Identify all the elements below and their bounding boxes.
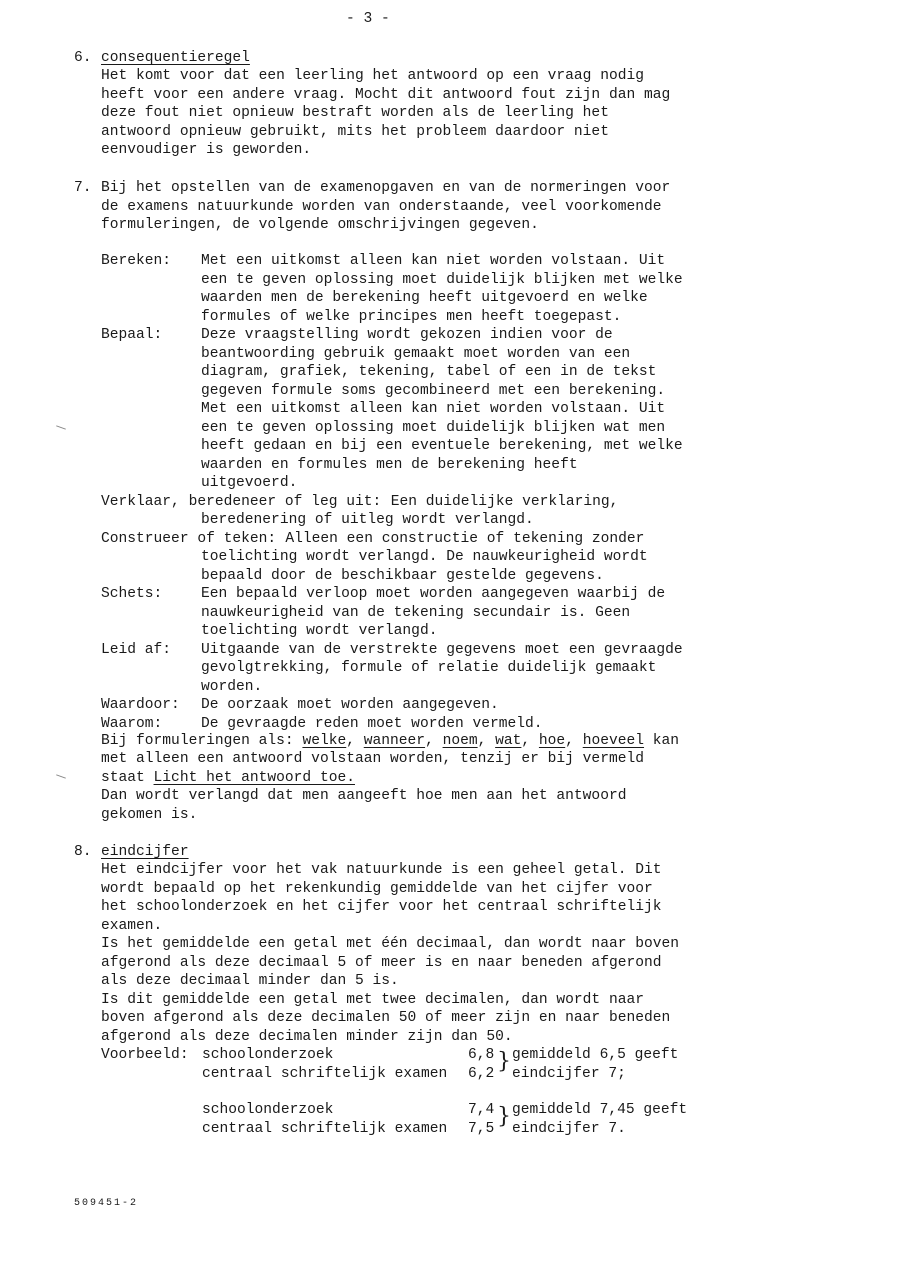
term-definition-line: toelichting wordt verlangd. De nauwkeurigheid wordt	[201, 549, 648, 565]
term-definition-line: beantwoording gebruik gemaakt moet worden van een	[201, 345, 631, 362]
term-definition-line: heeft gedaan en bij een eventuele berekening, met welke	[201, 438, 683, 454]
keyword: hoeveel	[582, 733, 645, 749]
keyword-separator: ,	[565, 733, 583, 749]
keyword-separator: ,	[425, 733, 443, 749]
term-definition-line: Een duidelijke verklaring,	[390, 493, 619, 510]
s7-intro-line: formuleringen, de volgende omschrijvingen gegeven.	[101, 217, 539, 233]
term-definition-line: waarden men de berekening heeft uitgevoerd en welke	[201, 290, 648, 306]
term-label: Bereken:	[101, 253, 172, 269]
brace-icon: }	[497, 1049, 511, 1074]
s8-title: eindcijfer	[101, 844, 189, 860]
keyword-separator: ,	[346, 733, 364, 749]
example-result-line: gemiddeld 7,45 geeft	[512, 1102, 688, 1118]
s6-line: heeft voor een andere vraag. Mocht dit antwoord fout zijn dan mag	[101, 86, 671, 103]
s6-line: eenvoudiger is geworden.	[101, 142, 312, 158]
s8-line: examen.	[101, 917, 163, 934]
example-label: Voorbeeld:	[101, 1047, 189, 1063]
term-definition-line: een te geven oplossing moet duidelijk blijken wat men	[201, 419, 666, 436]
term-label: Schets:	[101, 586, 163, 602]
formuleringen-suffix: kan	[644, 733, 680, 749]
term-definition-line: Met een uitkomst alleen kan niet worden volstaan. Uit	[201, 253, 666, 269]
term-label: Waarom:	[101, 715, 163, 732]
term-definition-line: formules of welke principes men heeft toegepast.	[201, 308, 622, 325]
s6-number: 6.	[74, 50, 92, 66]
term-definition-line: De oorzaak moet worden aangegeven.	[201, 697, 499, 713]
s8-line: Is het gemiddelde een getal met één decimaal, dan wordt naar boven	[101, 936, 680, 952]
term-definition-line: Met een uitkomst alleen kan niet worden volstaan. Uit	[201, 401, 666, 417]
footer-code: 509451-2	[74, 1198, 139, 1209]
example-school-label: schoolonderzoek	[202, 1102, 334, 1118]
s8-line: boven afgerond als deze decimalen 50 of meer zijn en naar beneden	[101, 1010, 671, 1026]
margin-mark	[56, 774, 66, 778]
s8-line: afgerond als deze decimaal 5 of meer is en naar beneden afgerond	[101, 954, 662, 971]
term-definition-line: Alleen een constructie of tekening zonder	[285, 530, 645, 547]
example-school-label: schoolonderzoek	[202, 1047, 334, 1063]
term-definition-line: gevolgtrekking, formule of relatie duidelijk gemaakt	[201, 660, 657, 676]
s6-line: deze fout niet opnieuw bestraft worden als de leerling het	[101, 105, 609, 121]
staat-prefix: staat	[101, 770, 154, 786]
term-label: Verklaar, beredeneer of leg uit:	[101, 493, 382, 510]
s8-line: Is dit gemiddelde een getal met twee decimalen, dan wordt naar	[101, 991, 644, 1008]
term-definition-line: uitgevoerd.	[201, 475, 298, 491]
s6-line: Het komt voor dat een leerling het antwoord op een vraag nodig	[101, 68, 644, 84]
term-label: Construeer of teken:	[101, 530, 277, 547]
term-label: Waardoor:	[101, 697, 180, 713]
term-definition-line: nauwkeurigheid van de tekening secundair is. Geen	[201, 604, 631, 621]
s7-intro-line: de examens natuurkunde worden van onderstaande, veel voorkomende	[101, 198, 662, 215]
formuleringen-line-2: met alleen een antwoord volstaan worden, tenzij er bij vermeld	[101, 751, 644, 767]
formuleringen-line-3	[101, 769, 355, 787]
term-definition-line: toelichting wordt verlangd.	[201, 623, 438, 639]
example-central-label: centraal schriftelijk examen	[202, 1066, 448, 1082]
formuleringen-prefix: Bij formuleringen als:	[101, 733, 303, 749]
example-result-line: eindcijfer 7;	[512, 1066, 626, 1082]
s7-number: 7.	[74, 180, 92, 196]
term-definition-line: een te geven oplossing moet duidelijk blijken met welke	[201, 271, 683, 288]
keyword: noem	[442, 733, 478, 749]
formuleringen-line	[101, 732, 679, 750]
term-definition-line: waarden en formules men de berekening heeft	[201, 456, 578, 473]
margin-mark	[56, 425, 66, 429]
term-label: Leid af:	[101, 641, 172, 658]
s8-line: als deze decimaal minder dan 5 is.	[101, 973, 399, 989]
s6-title: consequentieregel	[101, 50, 250, 66]
term-label: Bepaal:	[101, 327, 163, 343]
keyword: wat	[495, 733, 522, 749]
s8-line: wordt bepaald op het rekenkundig gemiddelde van het cijfer voor	[101, 880, 653, 897]
term-definition-line: Deze vraagstelling wordt gekozen indien voor de	[201, 327, 613, 343]
example-central-label: centraal schriftelijk examen	[202, 1121, 448, 1137]
example-central-value: 7,5	[468, 1121, 495, 1137]
s8-line: het schoolonderzoek en het cijfer voor het centraal schriftelijk	[101, 899, 662, 915]
example-result-line: gemiddeld 6,5 geeft	[512, 1047, 679, 1063]
term-definition-line: diagram, grafiek, tekening, tabel of een in de tekst	[201, 364, 657, 380]
formuleringen-words	[302, 733, 644, 749]
term-definition-line: Uitgaande van de verstrekte gegevens moet een gevraagde	[201, 641, 683, 658]
formuleringen-line-5: gekomen is.	[101, 807, 198, 823]
s6-line: antwoord opnieuw gebruikt, mits het probleem daardoor niet	[101, 123, 609, 140]
s8-number: 8.	[74, 844, 92, 860]
page-number: - 3 -	[346, 11, 390, 27]
keyword-separator: ,	[477, 733, 496, 749]
term-definition-line: De gevraagde reden moet worden vermeld.	[201, 715, 543, 732]
term-definition-line: bepaald door de beschikbaar gestelde gegevens.	[201, 567, 604, 584]
keyword: wanneer	[363, 733, 426, 749]
s8-line: Het eindcijfer voor het vak natuurkunde is een geheel getal. Dit	[101, 862, 662, 878]
keyword: hoe	[538, 733, 566, 749]
term-definition-line: worden.	[201, 678, 263, 695]
s7-intro-line: Bij het opstellen van de examenopgaven en van de normeringen voor	[101, 180, 671, 196]
keyword-separator: ,	[521, 733, 539, 749]
keyword: welke	[302, 733, 347, 749]
example-school-value: 7,4	[468, 1102, 495, 1118]
example-school-value: 6,8	[468, 1047, 495, 1063]
brace-icon: }	[497, 1104, 511, 1129]
term-definition-line: beredenering of uitleg wordt verlangd.	[201, 512, 534, 528]
s8-line: afgerond als deze decimalen minder zijn dan 50.	[101, 1028, 513, 1045]
formuleringen-line-4: Dan wordt verlangd dat men aangeeft hoe men aan het antwoord	[101, 788, 627, 804]
term-definition-line: Een bepaald verloop moet worden aangegeven waarbij de	[201, 586, 666, 602]
term-definition-line: gegeven formule soms gecombineerd met een berekening.	[201, 382, 666, 399]
example-result-line: eindcijfer 7.	[512, 1121, 626, 1137]
example-central-value: 6,2	[468, 1066, 495, 1082]
licht-het-antwoord-toe: Licht het antwoord toe.	[153, 770, 355, 786]
